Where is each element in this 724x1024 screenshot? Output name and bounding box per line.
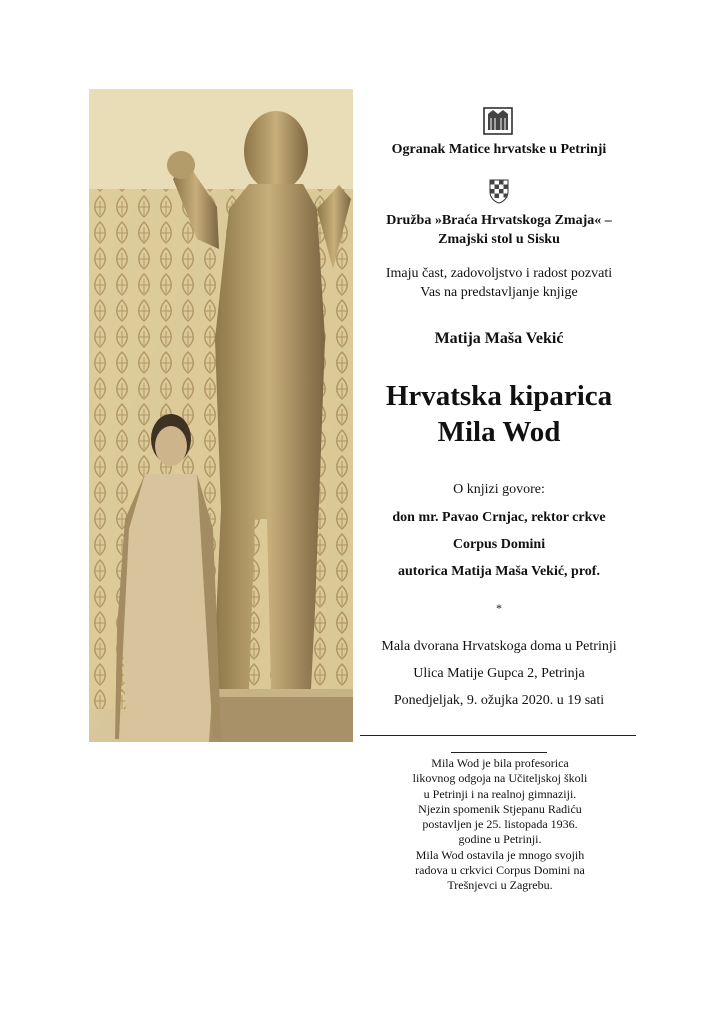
book-title-line2: Mila Wod [437, 416, 561, 448]
bio-line: postavljen je 25. listopada 1936. [422, 817, 578, 832]
speakers-intro: O knjizi govore: [453, 482, 545, 497]
bio-line: godine u Petrinji. [458, 832, 542, 847]
invitation-text [360, 264, 638, 302]
sculptor-photo [89, 89, 353, 742]
bio-line: radova u crkvici Corpus Domini na [415, 863, 585, 878]
bio-line: likovnog odgoja na Učiteljskoj školi [412, 771, 588, 786]
organizer-matica: Ogranak Matice hrvatske u Petrinji [391, 142, 607, 157]
invitation-line2: Vas na predstavljanje knjige [420, 285, 578, 300]
croatian-checkerboard-crest-icon [488, 178, 510, 209]
separator-asterisk: * [496, 601, 502, 615]
author-bio-note [380, 756, 620, 894]
bio-line: Mila Wod je bila profesorica [431, 756, 569, 770]
event-datetime: Ponedjeljak, 9. ožujka 2020. u 19 sati [393, 693, 605, 708]
event-venue: Mala dvorana Hrvatskoga doma u Petrinji [381, 639, 617, 654]
photo-illustration [89, 89, 353, 742]
organizer-zmaj-line2: Zmajski stol u Sisku [438, 232, 560, 247]
book-title [360, 378, 638, 450]
bio-line: Mila Wod ostavila je mnogo svojih [415, 847, 585, 862]
bio-line: Trešnjevci u Zagrebu. [447, 878, 553, 893]
organizer-zmaj [360, 211, 638, 249]
bio-divider-line [451, 752, 547, 753]
speaker-line3: autorica Matija Maša Vekić, prof. [398, 564, 600, 579]
divider-line [360, 735, 636, 736]
speaker-line2: Corpus Domini [452, 537, 546, 552]
matica-hrvatska-emblem-icon [482, 104, 514, 141]
invitation-line1: Imaju čast, zadovoljstvo i radost pozvati [385, 266, 613, 281]
bio-line: Njezin spomenik Stjepanu Radiću [418, 801, 582, 816]
bio-line: u Petrinji i na realnoj gimnaziji. [423, 786, 577, 801]
speaker-line1: don mr. Pavao Crnjac, rektor crkve [392, 510, 606, 525]
book-title-line1: Hrvatska kiparica [385, 380, 613, 412]
organizer-zmaj-line1: Družba »Braća Hrvatskoga Zmaja« – [386, 213, 612, 228]
book-author: Matija Maša Vekić [434, 330, 564, 347]
event-address: Ulica Matije Gupca 2, Petrinja [413, 666, 585, 681]
